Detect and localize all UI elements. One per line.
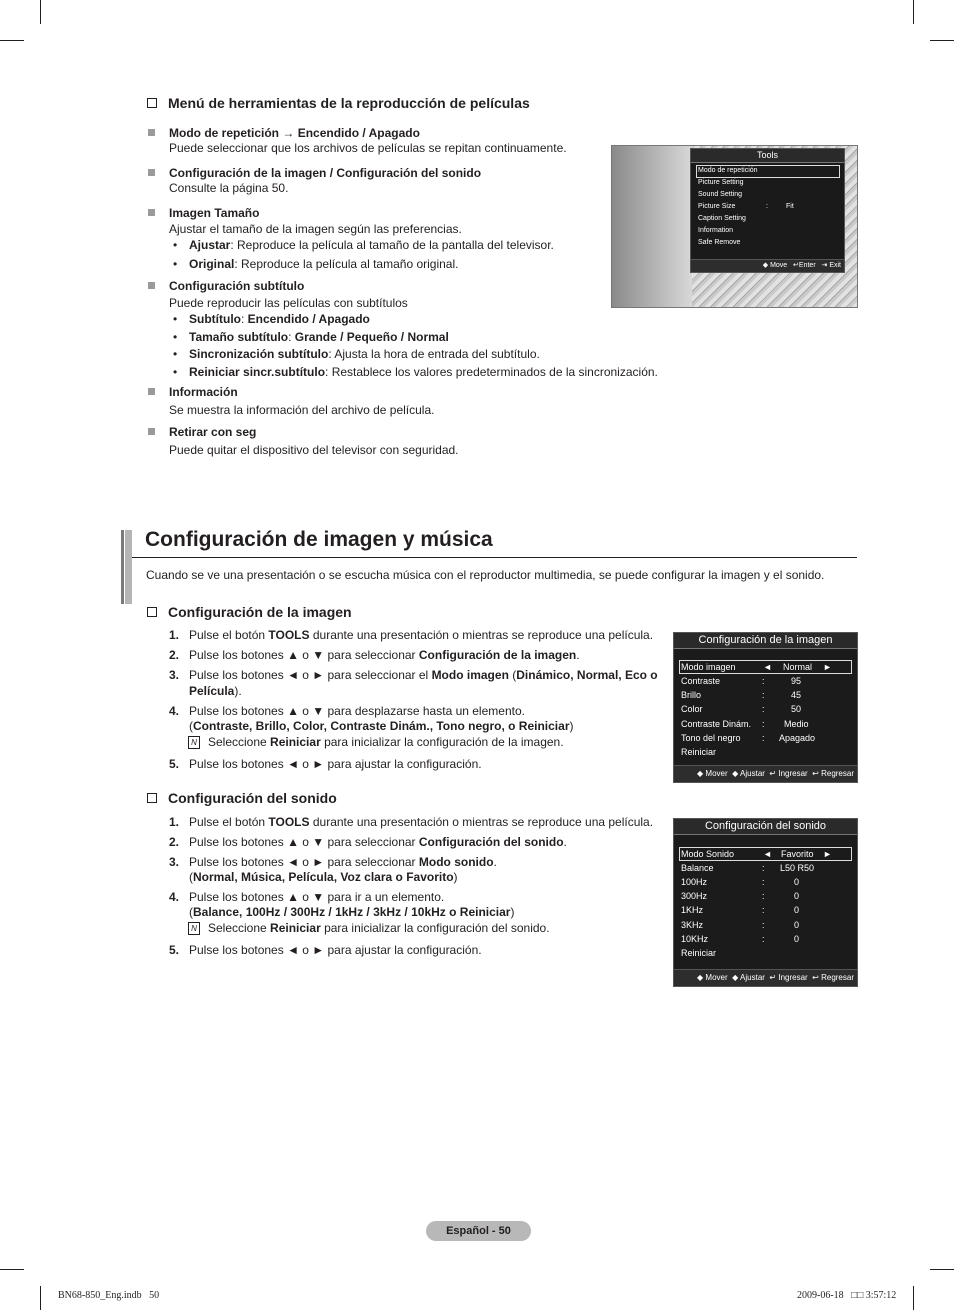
right-arrow-icon[interactable]: ► xyxy=(823,849,832,859)
osd-row-value: 0 xyxy=(794,920,800,930)
osd-row-label[interactable]: 100Hz xyxy=(681,877,708,887)
osd-row-sep: : xyxy=(762,719,765,729)
osd-row[interactable]: Picture Size xyxy=(698,203,736,210)
step-text: (Normal, Música, Película, Voz clara o Favorito) xyxy=(189,870,458,884)
print-timestamp: 2009-06-18 □□ 3:57:12 xyxy=(797,1290,897,1301)
osd-row-label[interactable]: Contraste xyxy=(681,676,721,686)
item-desc: Ajustar el tamaño de la imagen según las preferencias. xyxy=(169,222,462,236)
osd-footer: ◆ Move ↵Enter ⇥ Exit xyxy=(691,259,844,272)
crop-mark xyxy=(913,1286,914,1310)
osd-row-label[interactable]: Reiniciar xyxy=(681,747,717,757)
move-icon: ◆ xyxy=(762,262,769,269)
osd-row-label[interactable]: Tono del negro xyxy=(681,733,741,743)
osd-footer: ◆ Mover ◆ Ajustar ↵ Ingresar ↩ Regresar xyxy=(674,969,857,986)
osd-row-label[interactable]: Reiniciar xyxy=(681,948,717,958)
return-icon: ↩ xyxy=(812,769,819,778)
square-bullet-icon xyxy=(148,388,155,395)
osd-row-sep: : xyxy=(762,891,765,901)
osd-row-value: 0 xyxy=(794,891,800,901)
osd-row-value: Apagado xyxy=(779,733,816,743)
sub-bullet: Sincronización subtítulo: Ajusta la hora de entrada del subtítulo. xyxy=(189,347,540,361)
enter-icon: ↵ xyxy=(769,973,777,982)
step-text: Pulse los botones ◄ o ► para ajustar la configuración. xyxy=(189,757,482,771)
note-icon: N xyxy=(188,922,200,935)
osd-row-label[interactable]: Modo imagen xyxy=(681,662,736,672)
enter-icon: ↵ xyxy=(793,262,799,269)
step-text: Pulse los botones ▲ o ▼ para ir a un elemento. xyxy=(189,890,445,904)
item-desc: Puede quitar el dispositivo del televisor con seguridad. xyxy=(169,443,459,457)
square-bullet-icon xyxy=(148,129,155,136)
crop-mark xyxy=(40,1286,41,1310)
sub-bullet: Reiniciar sincr.subtítulo: Restablece los valores predeterminados de la sincronización. xyxy=(189,365,658,379)
osd-row-value: 0 xyxy=(794,934,800,944)
square-bullet-icon xyxy=(148,428,155,435)
intro-text: Cuando se ve una presentación o se escucha música con el reproductor multimedia, se puede configurar la imagen y el sonido. xyxy=(146,568,825,582)
checkbox-bullet-icon xyxy=(147,607,157,617)
page-number-badge: Español - 50 xyxy=(426,1221,531,1241)
osd-row-sep: : xyxy=(762,920,765,930)
dot-bullet: • xyxy=(173,347,178,361)
item-desc: Se muestra la información del archivo de película. xyxy=(169,403,435,417)
right-arrow-icon[interactable]: ► xyxy=(823,662,832,672)
dot-bullet: • xyxy=(173,330,178,344)
osd-row-label[interactable]: 1KHz xyxy=(681,905,704,915)
feather-shade xyxy=(612,146,692,307)
osd-row-label[interactable]: Contraste Dinám. xyxy=(681,719,752,729)
left-arrow-icon[interactable]: ◄ xyxy=(763,849,772,859)
osd-row[interactable]: Picture Setting xyxy=(698,179,744,186)
sub-bullet: Subtítulo: Encendido / Apagado xyxy=(189,312,370,326)
osd-row[interactable]: Information xyxy=(698,227,734,234)
osd-row-sep: : xyxy=(762,934,765,944)
crop-mark xyxy=(930,40,954,41)
checkbox-bullet-icon xyxy=(147,793,157,803)
osd-row-value: Favorito xyxy=(781,849,814,859)
step-number: 3. xyxy=(169,855,180,869)
item-title: Modo de repetición → Encendido / Apagado xyxy=(169,126,420,140)
step-text: Pulse los botones ◄ o ► para seleccionar el Modo imagen (Dinámico, Normal, Eco o xyxy=(189,668,658,682)
item-title: Retirar con seg xyxy=(169,425,257,439)
move-icon: ◆ xyxy=(697,973,704,982)
move-icon: ◆ xyxy=(697,769,704,778)
osd-row[interactable]: Modo de repetición xyxy=(698,167,758,174)
step-number: 1. xyxy=(169,815,180,829)
osd-row[interactable]: Caption Setting xyxy=(698,215,746,222)
crop-mark xyxy=(913,0,914,24)
osd-row[interactable]: Safe Remove xyxy=(698,239,741,246)
step-text: Película). xyxy=(189,684,242,698)
dot-bullet: • xyxy=(173,238,178,252)
section-heading-movie-tools: Menú de herramientas de la reproducción de películas xyxy=(147,95,530,111)
step-text: Pulse el botón TOOLS durante una presentación o mientras se reproduce una película. xyxy=(189,815,654,829)
dot-bullet: • xyxy=(173,312,178,326)
osd-row-label[interactable]: Balance xyxy=(681,863,714,873)
osd-row-label[interactable]: Modo Sonido xyxy=(681,849,735,859)
square-bullet-icon xyxy=(148,282,155,289)
print-file-info: BN68-850_Eng.indb 50 xyxy=(58,1290,160,1301)
item-desc: Puede seleccionar que los archivos de películas se repitan continuamente. xyxy=(169,141,567,155)
osd-title: Configuración del sonido xyxy=(674,819,857,835)
osd-row-label[interactable]: 300Hz xyxy=(681,891,708,901)
osd-row-value: 0 xyxy=(794,905,800,915)
osd-row-value: Medio xyxy=(784,719,809,729)
step-text: Pulse los botones ◄ o ► para seleccionar Modo sonido. xyxy=(189,855,497,869)
title-rule xyxy=(132,557,857,558)
note-text: Seleccione Reiniciar para inicializar la configuración de la imagen. xyxy=(208,735,564,749)
step-number: 1. xyxy=(169,628,180,642)
section-heading-sound: Configuración del sonido xyxy=(147,790,337,806)
step-number: 2. xyxy=(169,835,180,849)
osd-row-sep: : xyxy=(762,676,765,686)
osd-row-value: Fit xyxy=(786,203,794,210)
osd-title: Tools xyxy=(691,149,844,163)
crop-mark xyxy=(40,0,41,24)
exit-icon: ⇥ xyxy=(821,262,828,269)
osd-row-value: 50 xyxy=(791,704,802,714)
dot-bullet: • xyxy=(173,257,178,271)
step-number: 4. xyxy=(169,704,180,718)
step-number: 5. xyxy=(169,943,180,957)
step-text: (Balance, 100Hz / 300Hz / 1kHz / 3kHz / 10kHz o Reiniciar) xyxy=(189,905,515,919)
checkbox-bullet-icon xyxy=(147,98,157,108)
square-bullet-icon xyxy=(148,209,155,216)
step-text: Pulse los botones ◄ o ► para ajustar la configuración. xyxy=(189,943,482,957)
step-number: 3. xyxy=(169,668,180,682)
item-title: Configuración subtítulo xyxy=(169,279,305,293)
title-bar-mark xyxy=(121,530,124,604)
osd-row-label[interactable]: Color xyxy=(681,704,703,714)
item-title: Imagen Tamaño xyxy=(169,206,260,220)
section-heading-image: Configuración de la imagen xyxy=(147,604,352,620)
step-text: Pulse el botón TOOLS durante una presentación o mientras se reproduce una película. xyxy=(189,628,654,642)
sub-bullet: Tamaño subtítulo: Grande / Pequeño / Normal xyxy=(189,330,449,344)
osd-row-label[interactable]: 3KHz xyxy=(681,920,704,930)
crop-mark xyxy=(0,40,24,41)
osd-row-label[interactable]: 10KHz xyxy=(681,934,709,944)
page-title: Configuración de imagen y música xyxy=(145,528,493,551)
step-number: 4. xyxy=(169,890,180,904)
step-text: Pulse los botones ▲ o ▼ para seleccionar Configuración de la imagen. xyxy=(189,648,580,662)
item-title: Configuración de la imagen / Configuración del sonido xyxy=(169,166,482,180)
sub-bullet: Original: Reproduce la película al tamaño original. xyxy=(189,257,459,271)
dot-bullet: • xyxy=(173,365,178,379)
osd-title: Configuración de la imagen xyxy=(674,633,857,649)
crop-mark xyxy=(0,1269,24,1270)
item-desc: Puede reproducir las películas con subtítulos xyxy=(169,296,408,310)
osd-row-sep: : xyxy=(762,905,765,915)
item-desc: Consulte la página 50. xyxy=(169,181,289,195)
osd-row-label[interactable]: Brillo xyxy=(681,690,702,700)
step-number: 2. xyxy=(169,648,180,662)
return-icon: ↩ xyxy=(812,973,819,982)
osd-row-value: 0 xyxy=(794,877,800,887)
enter-icon: ↵ xyxy=(769,769,777,778)
crop-mark xyxy=(930,1269,954,1270)
square-bullet-icon xyxy=(148,169,155,176)
osd-row[interactable]: Sound Setting xyxy=(698,191,742,198)
osd-row-sep: : xyxy=(762,863,765,873)
step-text: Pulse los botones ▲ o ▼ para seleccionar Configuración del sonido. xyxy=(189,835,567,849)
note-text: Seleccione Reiniciar para inicializar la configuración del sonido. xyxy=(208,921,550,935)
osd-row-sep: : xyxy=(762,733,765,743)
adjust-icon: ◆ xyxy=(732,973,739,982)
osd-row-value: Normal xyxy=(783,662,813,672)
osd-row-sep: : xyxy=(766,203,768,210)
osd-row-value: 95 xyxy=(791,676,802,686)
step-text: Pulse los botones ▲ o ▼ para desplazarse hasta un elemento. xyxy=(189,704,525,718)
tools-osd-panel xyxy=(690,148,845,273)
osd-row-value: 45 xyxy=(791,690,802,700)
step-number: 5. xyxy=(169,757,180,771)
left-arrow-icon[interactable]: ◄ xyxy=(763,662,772,672)
title-bar-mark xyxy=(125,530,132,604)
osd-footer: ◆ Mover ◆ Ajustar ↵ Ingresar ↩ Regresar xyxy=(674,765,857,782)
step-text: (Contraste, Brillo, Color, Contraste Dinám., Tono negro, o Reiniciar) xyxy=(189,719,574,733)
sound-settings-osd xyxy=(673,818,858,987)
osd-row-sep: : xyxy=(762,877,765,887)
note-icon: N xyxy=(188,736,200,749)
image-settings-osd xyxy=(673,632,858,783)
osd-row-sep: : xyxy=(762,690,765,700)
adjust-icon: ◆ xyxy=(732,769,739,778)
sub-bullet: Ajustar: Reproduce la película al tamaño de la pantalla del televisor. xyxy=(189,238,554,252)
osd-row-sep: : xyxy=(762,704,765,714)
osd-row-value: L50 R50 xyxy=(780,863,815,873)
item-title: Información xyxy=(169,385,238,399)
